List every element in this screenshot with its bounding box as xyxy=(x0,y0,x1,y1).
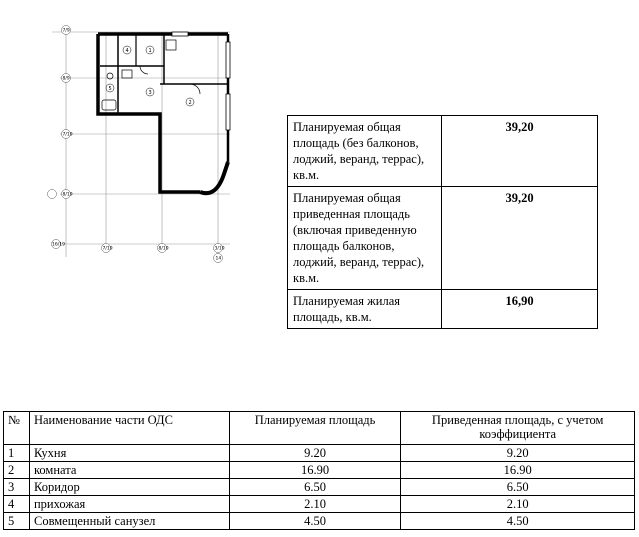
room-index: 3 xyxy=(4,479,30,496)
area-summary-table xyxy=(287,115,598,329)
room-name: комната xyxy=(29,462,229,479)
floor-plan xyxy=(40,22,240,267)
room-reduced-area: 4.50 xyxy=(401,513,635,530)
table-row xyxy=(4,513,635,530)
summary-row xyxy=(288,290,598,329)
summary-label: Планируемая общая приведенная площадь (включая приведенную площадь балконов, лоджий, веранд, террас), кв.м. xyxy=(288,187,442,290)
room-name: Кухня xyxy=(29,445,229,462)
axis-label: 7/9 xyxy=(62,28,70,34)
room-area: 16.90 xyxy=(229,462,401,479)
summary-value: 16,90 xyxy=(442,290,598,329)
axis-label: 8/9 xyxy=(62,76,70,82)
axis-label: 3/19 xyxy=(214,246,225,252)
room-index: 2 xyxy=(4,462,30,479)
table-row xyxy=(4,496,635,513)
summary-row xyxy=(288,116,598,187)
axis-label: 7/19 xyxy=(62,132,73,138)
table-row xyxy=(4,462,635,479)
room-number: 4 xyxy=(125,48,129,54)
room-area: 4.50 xyxy=(229,513,401,530)
room-name: Совмещенный санузел xyxy=(29,513,229,530)
axis-label: 16/19 xyxy=(52,242,65,248)
room-reduced-area: 9.20 xyxy=(401,445,635,462)
axis-label: 14 xyxy=(215,256,222,262)
summary-row xyxy=(288,187,598,290)
plan-windows xyxy=(172,32,230,130)
room-reduced-area: 6.50 xyxy=(401,479,635,496)
axis-label: 8/19 xyxy=(158,246,169,252)
column-header-number: № xyxy=(4,412,30,445)
room-index: 4 xyxy=(4,496,30,513)
room-number: 2 xyxy=(188,100,192,106)
summary-label: Планируемая жилая площадь, кв.м. xyxy=(288,290,442,329)
room-reduced-area: 16.90 xyxy=(401,462,635,479)
summary-value: 39,20 xyxy=(442,187,598,290)
plan-room-numbers xyxy=(106,46,194,106)
room-index: 5 xyxy=(4,513,30,530)
plan-walls xyxy=(98,34,228,193)
room-index: 1 xyxy=(4,445,30,462)
axis-label: 7/19 xyxy=(102,246,113,252)
room-name: Коридор xyxy=(29,479,229,496)
rooms-header-row xyxy=(4,412,635,445)
room-number: 5 xyxy=(108,86,112,92)
column-header-name: Наименование части ОДС xyxy=(29,412,229,445)
room-name: прихожая xyxy=(29,496,229,513)
room-number: 3 xyxy=(148,90,152,96)
room-number: 1 xyxy=(148,48,152,54)
column-header-area: Планируемая площадь xyxy=(229,412,401,445)
room-area: 9.20 xyxy=(229,445,401,462)
table-row xyxy=(4,445,635,462)
axis-label: 8/19 xyxy=(62,192,73,198)
column-header-reduced-area: Приведенная площадь, с учетом коэффициента xyxy=(401,412,635,445)
summary-value: 39,20 xyxy=(442,116,598,187)
table-row xyxy=(4,479,635,496)
room-area: 2.10 xyxy=(229,496,401,513)
summary-label: Планируемая общая площадь (без балконов, лоджий, веранд, террас), кв.м. xyxy=(288,116,442,187)
rooms-table xyxy=(3,411,635,530)
room-area: 6.50 xyxy=(229,479,401,496)
room-reduced-area: 2.10 xyxy=(401,496,635,513)
